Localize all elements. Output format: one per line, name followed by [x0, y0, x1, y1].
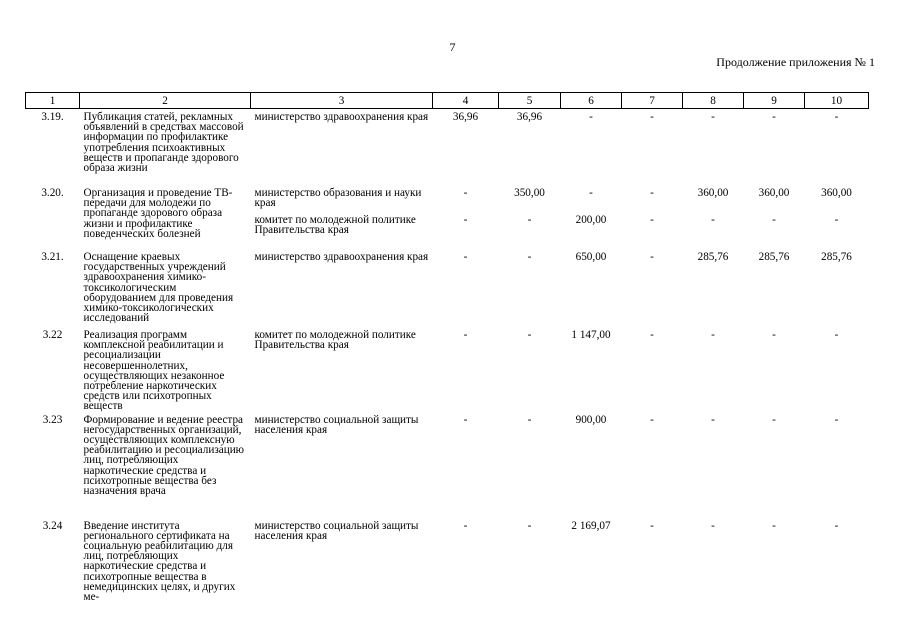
table-row	[26, 249, 869, 327]
column-header-3: 3	[251, 93, 433, 109]
program-activities-table	[25, 92, 869, 602]
value-col-8: -	[711, 329, 715, 341]
table-row	[26, 109, 869, 186]
item-executor: министерство образования и науки края	[254, 187, 422, 210]
value-col-10: -	[834, 329, 839, 341]
column-header-4: 4	[433, 93, 499, 109]
value-col-4: -	[463, 251, 468, 263]
value-col-4: -	[463, 187, 468, 199]
value-col-9: -	[772, 329, 776, 341]
item-description: Публикация статей, рекламных объявлений в средствах массовой информации по профилактике употребления психоактивных веществ и пропаганде здорового образа жизни	[83, 111, 244, 175]
item-description: Формирование и ведение реестра негосударственных организаций, осуществляющих комплексную реабилитацию и ресоциализацию лиц, потребляющих наркотические средства и психотропные вещества без назначения врача	[83, 413, 245, 498]
item-description: Реализация программ комплексной реабилитации и ресоциализации несовершеннолетних, осуществляющих незаконное потребление наркотических средств или психотропных веществ	[83, 329, 225, 413]
column-header-5: 5	[499, 93, 561, 109]
value-col-5: -	[527, 413, 532, 426]
value-col-6: 2 169,07	[571, 519, 611, 532]
table-row	[26, 412, 869, 518]
item-number: 3.21.	[41, 251, 64, 263]
table-row	[26, 518, 869, 603]
item-executor: министерство здравоохранения края	[254, 111, 429, 123]
value-col-8: -	[711, 214, 715, 226]
column-header-2: 2	[80, 93, 251, 109]
item-description: Оснащение краевых государственных учреждений здравоохранения химико-токсикологическим оборудованием для проведения химико-токсикологических исследований	[83, 251, 234, 325]
column-header-10: 10	[805, 93, 869, 109]
value-col-5: -	[527, 214, 532, 226]
value-col-7: -	[650, 187, 654, 199]
item-number: 3.19.	[41, 111, 64, 123]
value-col-5: -	[527, 519, 532, 532]
value-col-8: -	[711, 413, 715, 426]
value-col-10: -	[834, 214, 839, 226]
value-col-6: -	[589, 111, 593, 123]
value-col-7: -	[650, 251, 654, 263]
value-col-9: 285,76	[758, 251, 790, 263]
column-header-7: 7	[622, 93, 683, 109]
value-col-10: -	[834, 413, 839, 426]
value-col-6: -	[589, 187, 593, 199]
value-col-4: 36,96	[452, 111, 479, 123]
value-col-7: -	[650, 519, 654, 532]
value-col-4: -	[463, 214, 468, 226]
value-col-8: -	[711, 519, 715, 532]
value-col-8: 360,00	[697, 187, 729, 199]
value-col-5: 36,96	[516, 111, 543, 123]
item-executor: министерство здравоохранения края	[254, 251, 429, 263]
table-row	[26, 327, 869, 412]
value-col-9: -	[772, 111, 776, 123]
value-col-6: 650,00	[575, 251, 607, 263]
item-number: 3.22	[42, 329, 63, 341]
value-col-10: -	[834, 111, 839, 123]
value-col-5: -	[527, 251, 532, 263]
page-number: 7	[449, 40, 456, 54]
value-col-10: -	[834, 519, 839, 532]
value-col-10: 360,00	[821, 187, 852, 199]
item-description: Организация и проведение ТВ-передачи для молодежи по пропаганде здорового образа жизни и профилактике поведенческих болезней	[83, 187, 233, 240]
value-col-9: 360,00	[758, 187, 790, 199]
item-executor: комитет по молодежной политике Правительства края	[254, 329, 416, 352]
value-col-9: -	[772, 214, 776, 226]
value-col-5: 350,00	[514, 187, 545, 199]
value-col-7: -	[650, 214, 654, 226]
value-col-10: 285,76	[821, 251, 852, 263]
value-col-4: -	[463, 413, 468, 426]
value-col-4: -	[463, 329, 468, 341]
item-number: 3.20.	[41, 187, 64, 199]
value-col-6: 200,00	[575, 214, 607, 226]
value-col-5: -	[527, 329, 532, 341]
appendix-continuation-label: Продолжение приложения № 1	[716, 55, 875, 69]
item-executor: министерство социальной защиты населения края	[254, 519, 419, 542]
item-executor: министерство социальной защиты населения края	[254, 413, 419, 436]
column-header-1: 1	[26, 93, 80, 109]
item-description: Введение института регионального сертификата на социальную реабилитацию для лиц, потребляющих наркотические средства и психотропные вещества в немедицинских целях, и других ме-	[83, 519, 236, 604]
value-col-6: 900,00	[575, 413, 607, 426]
value-col-6: 1 147,00	[571, 329, 611, 341]
value-col-7: -	[650, 111, 654, 123]
value-col-4: -	[463, 519, 468, 532]
item-executor: комитет по молодежной политике Правительства края	[254, 214, 416, 237]
value-col-9: -	[772, 413, 776, 426]
value-col-7: -	[650, 413, 654, 426]
value-col-8: 285,76	[697, 251, 729, 263]
value-col-7: -	[650, 329, 654, 341]
table-header-row	[26, 93, 869, 109]
column-header-8: 8	[683, 93, 744, 109]
value-col-8: -	[711, 111, 715, 123]
column-header-9: 9	[744, 93, 805, 109]
value-col-9: -	[772, 519, 776, 532]
column-header-6: 6	[561, 93, 622, 109]
table-row	[26, 185, 869, 212]
item-number: 3.23	[42, 413, 63, 426]
item-number: 3.24	[42, 519, 63, 532]
